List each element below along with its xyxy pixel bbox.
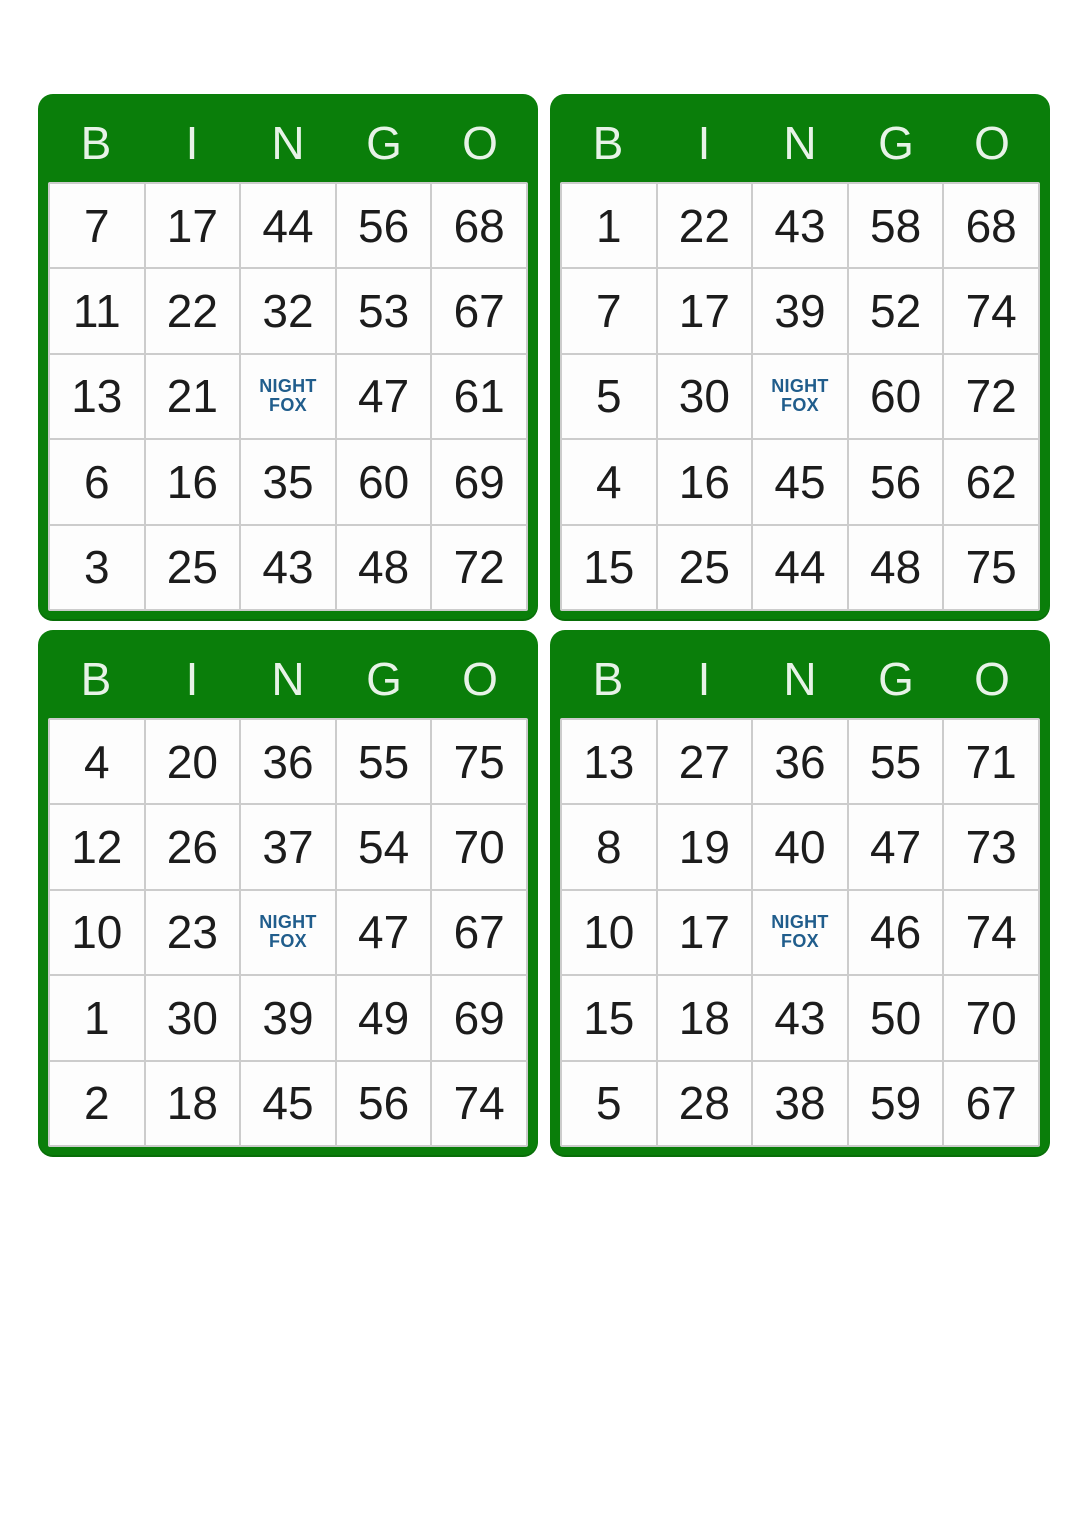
bingo-header-letter: N xyxy=(783,653,817,705)
number-cell: 2 xyxy=(50,1062,144,1145)
bingo-header-letter: G xyxy=(366,117,402,169)
number-cell: 23 xyxy=(146,891,240,974)
bingo-header-letter: O xyxy=(974,653,1010,705)
bingo-header-card-3 xyxy=(48,640,528,718)
number-cell: 1 xyxy=(50,976,144,1059)
number-cell: 22 xyxy=(146,269,240,352)
bingo-card-4 xyxy=(550,630,1050,1157)
number-cell: 60 xyxy=(849,355,943,438)
number-cell: 37 xyxy=(241,805,335,888)
number-cell: 74 xyxy=(944,269,1038,352)
number-cell: 70 xyxy=(432,805,526,888)
bingo-card-2 xyxy=(550,94,1050,621)
number-cell: 25 xyxy=(658,526,752,609)
bingo-header-letter: B xyxy=(80,117,112,169)
bingo-header-card-4 xyxy=(560,640,1040,718)
number-cell: 69 xyxy=(432,976,526,1059)
bingo-header-letter: I xyxy=(185,653,199,705)
number-cell: 47 xyxy=(337,355,431,438)
bingo-grid-card-4 xyxy=(560,718,1040,1147)
cards-grid xyxy=(38,94,1050,1157)
bingo-header-letter: G xyxy=(878,117,914,169)
number-cell: 17 xyxy=(146,184,240,267)
number-cell: 48 xyxy=(337,526,431,609)
number-cell: 45 xyxy=(753,440,847,523)
free-space-line1: NIGHT xyxy=(771,912,829,933)
number-cell: 26 xyxy=(146,805,240,888)
number-cell: 5 xyxy=(562,1062,656,1145)
number-cell: 72 xyxy=(944,355,1038,438)
bingo-header-letter: B xyxy=(592,117,624,169)
bingo-header-letter: N xyxy=(783,117,817,169)
number-cell: 39 xyxy=(241,976,335,1059)
number-cell: 47 xyxy=(337,891,431,974)
bingo-card-1 xyxy=(38,94,538,621)
number-cell: 44 xyxy=(753,526,847,609)
number-cell: 20 xyxy=(146,720,240,803)
number-cell: 67 xyxy=(432,269,526,352)
number-cell: 71 xyxy=(944,720,1038,803)
number-cell: 55 xyxy=(337,720,431,803)
number-cell: 61 xyxy=(432,355,526,438)
number-cell: 48 xyxy=(849,526,943,609)
number-cell: 43 xyxy=(753,976,847,1059)
number-cell: 7 xyxy=(562,269,656,352)
free-space-cell xyxy=(753,355,847,438)
number-cell: 69 xyxy=(432,440,526,523)
number-cell: 5 xyxy=(562,355,656,438)
free-space-cell xyxy=(753,891,847,974)
number-cell: 12 xyxy=(50,805,144,888)
number-cell: 50 xyxy=(849,976,943,1059)
number-cell: 75 xyxy=(432,720,526,803)
bingo-header-letter: O xyxy=(974,117,1010,169)
bingo-header-letter: O xyxy=(462,653,498,705)
number-cell: 60 xyxy=(337,440,431,523)
bingo-header-letter: G xyxy=(878,653,914,705)
number-cell: 74 xyxy=(432,1062,526,1145)
free-space-line2: FOX xyxy=(781,395,819,416)
bingo-header-letter: I xyxy=(697,117,711,169)
number-cell: 67 xyxy=(944,1062,1038,1145)
number-cell: 21 xyxy=(146,355,240,438)
number-cell: 28 xyxy=(658,1062,752,1145)
bingo-header-letter: I xyxy=(697,653,711,705)
number-cell: 72 xyxy=(432,526,526,609)
number-cell: 39 xyxy=(753,269,847,352)
number-cell: 56 xyxy=(337,184,431,267)
number-cell: 18 xyxy=(658,976,752,1059)
number-cell: 8 xyxy=(562,805,656,888)
number-cell: 68 xyxy=(944,184,1038,267)
bingo-header-letter: O xyxy=(462,117,498,169)
bingo-header-letter: I xyxy=(185,117,199,169)
free-space-line1: NIGHT xyxy=(771,376,829,397)
number-cell: 4 xyxy=(50,720,144,803)
free-space-cell xyxy=(241,355,335,438)
free-space-line1: NIGHT xyxy=(259,912,317,933)
number-cell: 35 xyxy=(241,440,335,523)
number-cell: 17 xyxy=(658,269,752,352)
bingo-header-card-2 xyxy=(560,104,1040,182)
number-cell: 36 xyxy=(753,720,847,803)
bingo-header-letter: G xyxy=(366,653,402,705)
number-cell: 1 xyxy=(562,184,656,267)
number-cell: 56 xyxy=(849,440,943,523)
number-cell: 62 xyxy=(944,440,1038,523)
number-cell: 16 xyxy=(146,440,240,523)
number-cell: 73 xyxy=(944,805,1038,888)
number-cell: 27 xyxy=(658,720,752,803)
number-cell: 15 xyxy=(562,526,656,609)
number-cell: 68 xyxy=(432,184,526,267)
number-cell: 52 xyxy=(849,269,943,352)
number-cell: 47 xyxy=(849,805,943,888)
number-cell: 70 xyxy=(944,976,1038,1059)
bingo-header-letter: N xyxy=(271,653,305,705)
number-cell: 15 xyxy=(562,976,656,1059)
number-cell: 17 xyxy=(658,891,752,974)
number-cell: 53 xyxy=(337,269,431,352)
number-cell: 18 xyxy=(146,1062,240,1145)
number-cell: 11 xyxy=(50,269,144,352)
free-space-line1: NIGHT xyxy=(259,376,317,397)
number-cell: 74 xyxy=(944,891,1038,974)
number-cell: 32 xyxy=(241,269,335,352)
number-cell: 67 xyxy=(432,891,526,974)
number-cell: 40 xyxy=(753,805,847,888)
number-cell: 4 xyxy=(562,440,656,523)
number-cell: 10 xyxy=(562,891,656,974)
number-cell: 10 xyxy=(50,891,144,974)
number-cell: 44 xyxy=(241,184,335,267)
number-cell: 49 xyxy=(337,976,431,1059)
bingo-card-3 xyxy=(38,630,538,1157)
number-cell: 75 xyxy=(944,526,1038,609)
number-cell: 45 xyxy=(241,1062,335,1145)
number-cell: 36 xyxy=(241,720,335,803)
free-space-line2: FOX xyxy=(269,395,307,416)
number-cell: 3 xyxy=(50,526,144,609)
bingo-header-card-1 xyxy=(48,104,528,182)
free-space-line2: FOX xyxy=(269,931,307,952)
number-cell: 30 xyxy=(146,976,240,1059)
number-cell: 43 xyxy=(241,526,335,609)
bingo-header-letter: N xyxy=(271,117,305,169)
number-cell: 55 xyxy=(849,720,943,803)
number-cell: 6 xyxy=(50,440,144,523)
number-cell: 25 xyxy=(146,526,240,609)
bingo-grid-card-1 xyxy=(48,182,528,611)
number-cell: 56 xyxy=(337,1062,431,1145)
number-cell: 16 xyxy=(658,440,752,523)
number-cell: 59 xyxy=(849,1062,943,1145)
number-cell: 58 xyxy=(849,184,943,267)
number-cell: 43 xyxy=(753,184,847,267)
number-cell: 30 xyxy=(658,355,752,438)
free-space-cell xyxy=(241,891,335,974)
number-cell: 22 xyxy=(658,184,752,267)
number-cell: 13 xyxy=(50,355,144,438)
bingo-header-letter: B xyxy=(592,653,624,705)
number-cell: 13 xyxy=(562,720,656,803)
number-cell: 46 xyxy=(849,891,943,974)
number-cell: 19 xyxy=(658,805,752,888)
number-cell: 54 xyxy=(337,805,431,888)
bingo-grid-card-3 xyxy=(48,718,528,1147)
free-space-line2: FOX xyxy=(781,931,819,952)
bingo-header-letter: B xyxy=(80,653,112,705)
number-cell: 38 xyxy=(753,1062,847,1145)
bingo-grid-card-2 xyxy=(560,182,1040,611)
number-cell: 7 xyxy=(50,184,144,267)
